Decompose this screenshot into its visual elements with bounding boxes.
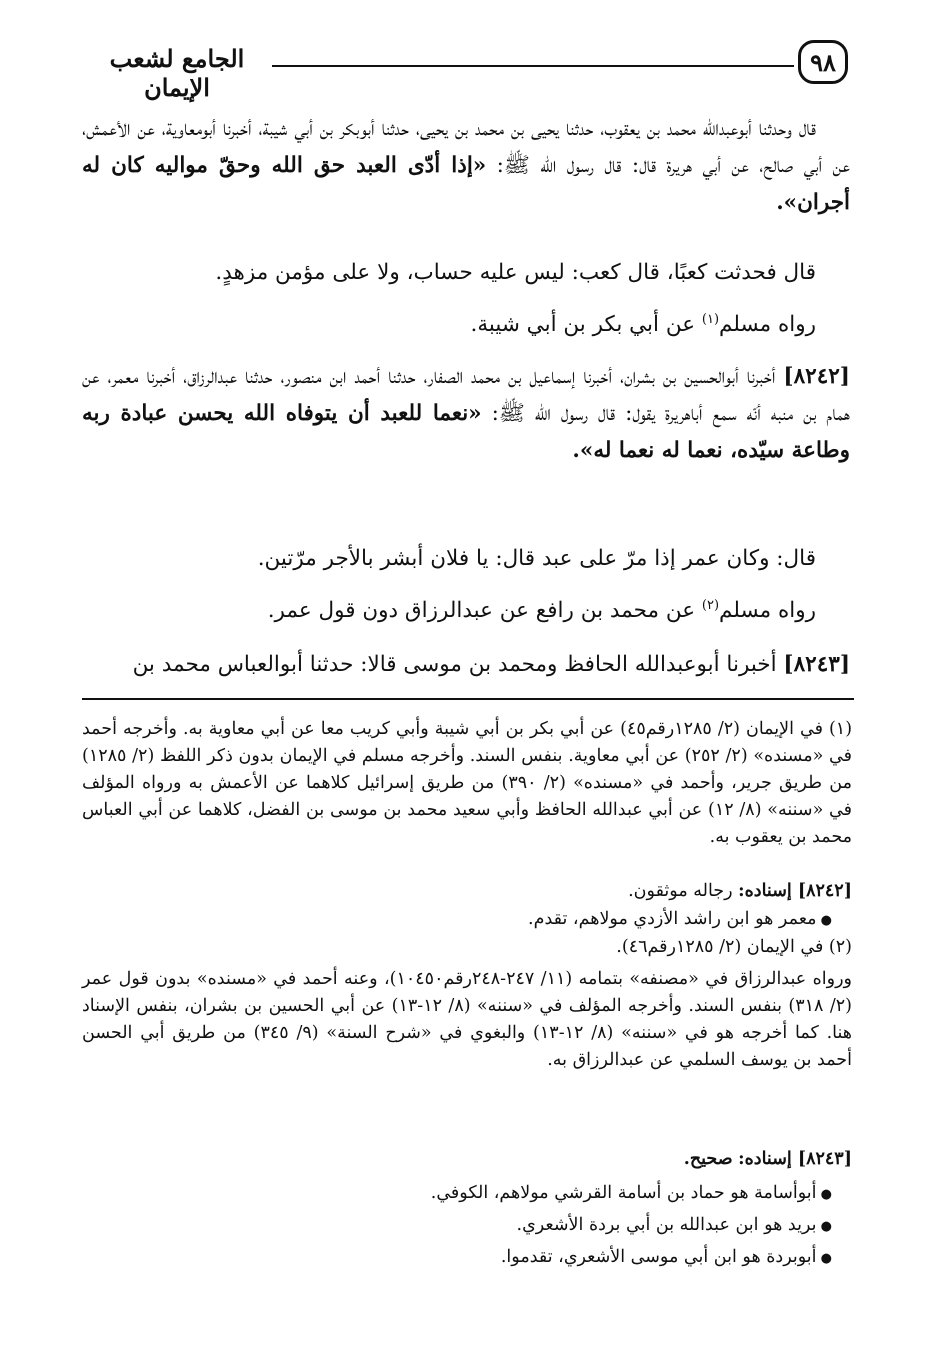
hadith-8243 <box>82 646 850 683</box>
page-number: ٩٨ <box>798 40 848 84</box>
isnad-text: قال وحدثنا أبوعبدالله محمد بن يعقوب، حدثنا يحيى بن محمد بن يحيى، حدثنا أبوبكر بن أبي شيبة، أخبرنا أبومعاوية، عن الأعمش، عن أبي صالح، عن أبي هريرة قال: قال رسول الله ﷺ: <box>82 116 850 178</box>
isnad-note-8243 <box>82 1146 852 1173</box>
narration-source: رواه مسلم <box>719 598 816 623</box>
footnote-1: (١) في الإيمان (٢/ ١٢٨٥رقم٤٥) عن أبي بكر بن أبي شيبة وأبي كريب معا عن أبي معاوية به. وأخرجه أحمد في «مسنده» (٢/ ٢٥٢) عن أبي معاوية. بنفس السند. وأخرجه مسلم في الإيمان بدون ذكر اللفظ (٢/ ١٢٨٥) من طريق جرير، وأحمد في «مسنده» (٢/ ٣٩٠) من طريق إسرائيل كلاهما عن الأعمش به ورواه المؤلف في «سننه» (٨/ ١٢) عن أبي عبدالله الحافظ وأبي سعيد محمد بن موسى بن الفضل، كلاهما عن أبي العباس محمد بن يعقوب به. <box>82 719 853 847</box>
hadith-text: «إذا أدّى العبد حق الله وحقّ مواليه كان له أجران». <box>82 153 850 215</box>
isnad-text: أخبرنا أبوعبدالله الحافظ ومحمد بن موسى قالا: حدثنا أبوالعباس محمد بن <box>132 652 777 677</box>
hadith-8242 <box>82 358 850 469</box>
umar-statement: قال: وكان عمر إذا مرّ على عبد قال: يا فلان أبشر بالأجر مرّتين. <box>257 546 816 571</box>
isnad-value: رجاله موثقون. <box>628 881 733 901</box>
paragraph-kaab <box>82 254 850 291</box>
footnote-ref-2: (٢) <box>701 597 720 613</box>
narrator-bullet: ● أبوبردة هو ابن أبي موسى الأشعري، تقدموا. <box>82 1242 832 1274</box>
paragraph-umar <box>82 540 850 577</box>
paragraph-muslim-1 <box>82 306 850 343</box>
paragraph-chain-8241 <box>82 110 850 221</box>
kaab-statement: قال فحدثت كعبًا، قال كعب: ليس عليه حساب، ولا على مؤمن مزهدٍ. <box>215 260 816 285</box>
hadith-number: [٨٢٤٢] <box>783 364 850 389</box>
narration-source-rest: عن محمد بن رافع عن عبدالرزاق دون قول عمر. <box>267 598 696 623</box>
footnote-2: (٢) في الإيمان (٢/ ١٢٨٥رقم٤٦). <box>616 937 852 957</box>
isnad-label: [٨٢٤٢] إسناده: <box>738 881 852 901</box>
hadith-number: [٨٢٤٣] <box>783 652 850 677</box>
narration-source-rest: عن أبي بكر بن أبي شيبة. <box>470 312 696 337</box>
narration-source: رواه مسلم <box>719 312 816 337</box>
running-title: الجامع لشعب الإيمان <box>109 44 245 102</box>
isnad-value: صحيح. <box>683 1149 733 1169</box>
paragraph-muslim-2 <box>82 592 850 629</box>
footnote-rule <box>82 698 854 700</box>
footnote-2-details: ورواه عبدالرزاق في «مصنفه» بتمامه (١١/ ٢٤٧-٢٤٨رقم١٠٤٥٠)، وعنه أحمد في «مسنده» بدون قول عمر (٢/ ٣١٨) بنفس السند. وأخرجه المؤلف في «سننه» (٨/ ١٢-١٣) عن أبي الحسين بن بشران، بنفس الإسناد هنا. كما أخرجه هو في «سننه» (٨/ ١٢-١٣) والبغوي في «شرح السنة» (٩/ ٣٤٥) من طريق أبي الحسن أحمد بن يوسف السلمي عن عبدالرزاق به. <box>82 969 852 1070</box>
hadith-text: «نعما للعبد أن يتوفاه الله يحسن عبادة ربه وطاعة سيّده، نعما له نعما له». <box>82 401 850 463</box>
isnad-label: [٨٢٤٣] إسناده: <box>738 1149 852 1169</box>
isnad-text: أخبرنا أبوالحسين بن بشران، أخبرنا إسماعيل بن محمد الصفار، حدثنا أحمد ابن منصور، حدثنا عبدالرزاق، أخبرنا معمر، عن همام بن منبه أنّه سمع أباهريرة يقول: قال رسول الله ﷺ: <box>82 364 850 426</box>
footnote-ref-1: (١) <box>701 311 720 327</box>
narrator-notes-8243 <box>82 1178 852 1274</box>
narrator-note-8242 <box>82 906 852 934</box>
isnad-note-8242 <box>82 878 852 905</box>
narrator-bullet: ● بريد هو ابن عبدالله بن أبي بردة الأشعري. <box>82 1210 832 1242</box>
narrator-bullet: ● معمر هو ابن راشد الأزدي مولاهم، تقدم. <box>82 906 832 934</box>
narrator-bullet: ● أبوأسامة هو حماد بن أسامة القرشي مولاهم، الكوفي. <box>82 1178 832 1210</box>
header-rule <box>272 65 794 67</box>
